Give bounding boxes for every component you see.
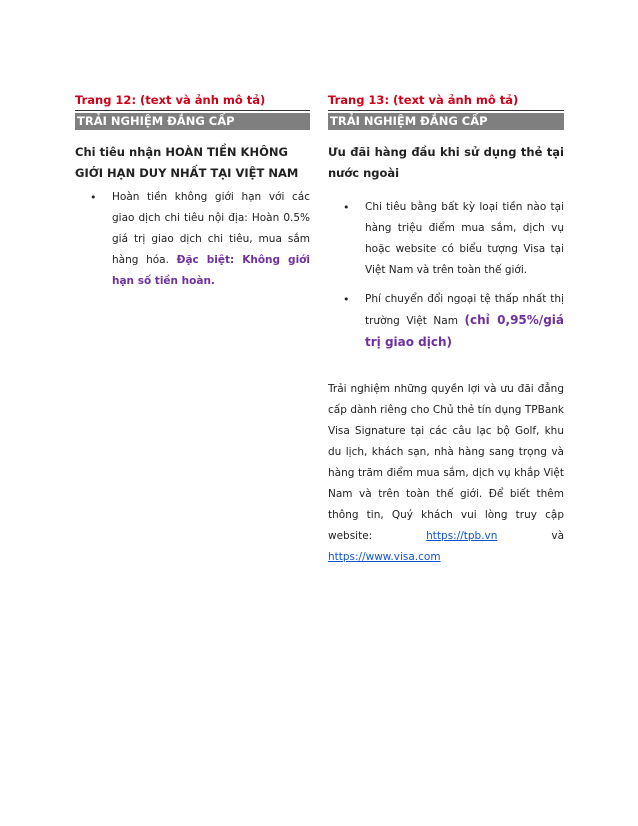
cashback-highlight: Đặc biệt: Không giới hạn số tiền hoàn.: [112, 254, 310, 287]
list-item: [328, 289, 564, 354]
overseas-bullet-list: [328, 197, 564, 354]
cashback-bullet-text: Hoàn tiền không giới hạn với các giao dịch chi tiêu nội địa: Hoàn 0.5% giá trị giao dịch chi tiêu, mua sắm hàng hóa.: [112, 191, 310, 266]
benefits-paragraph: [328, 379, 564, 568]
signature-banner-right: TRẢI NGHIỆM ĐẲNG CẤP SIGNATURE: [328, 113, 564, 130]
page-12-heading: Trang 12: (text và ảnh mô tả): [75, 93, 310, 111]
fx-fee-bullet-text: Phí chuyển đổi ngoại tệ thấp nhất thị trường Việt Nam: [365, 293, 564, 327]
page-13-heading: Trang 13: (text và ảnh mô tả): [328, 93, 564, 111]
list-item: [75, 187, 310, 292]
fx-fee-highlight: (chỉ 0,95%/giá trị giao dịch): [365, 313, 564, 349]
list-item: [328, 197, 564, 281]
left-column: [75, 93, 310, 292]
signature-banner-left: TRẢI NGHIỆM ĐẲNG CẤP SIGNATURE: [75, 113, 310, 130]
benefits-paragraph-text: Trải nghiệm những quyền lợi và ưu đãi đẳng cấp dành riêng cho Chủ thẻ tín dụng TPBank Visa Signature tại các câu lạc bộ Golf, khu du lịch, khách sạn, nhà hàng sang trọng và hàng trăm điểm mua sắm, dịch vụ khắp Việt Nam và trên toàn thế giới. Để biết thêm thông tin, Quý khách vui lòng truy cập website:: [328, 383, 564, 542]
link-connector: và: [551, 530, 565, 542]
overseas-subheading: Ưu đãi hàng đầu khi sử dụng thẻ tại nước ngoài: [328, 145, 564, 180]
tpb-link[interactable]: https://tpb.vn: [426, 530, 498, 542]
right-column: [328, 93, 564, 354]
visa-link[interactable]: https://www.visa.com: [328, 551, 441, 563]
cashback-bullet-list: [75, 187, 310, 292]
spending-bullet-text: Chi tiêu bằng bất kỳ loại tiền nào tại hàng triệu điểm mua sắm, dịch vụ hoặc website có biểu tượng Visa tại Việt Nam và trên toàn thế giới.: [365, 201, 564, 276]
cashback-subheading: Chi tiêu nhận HOÀN TIỀN KHÔNG GIỚI HẠN DUY NHẤT TẠI VIỆT NAM: [75, 145, 299, 180]
